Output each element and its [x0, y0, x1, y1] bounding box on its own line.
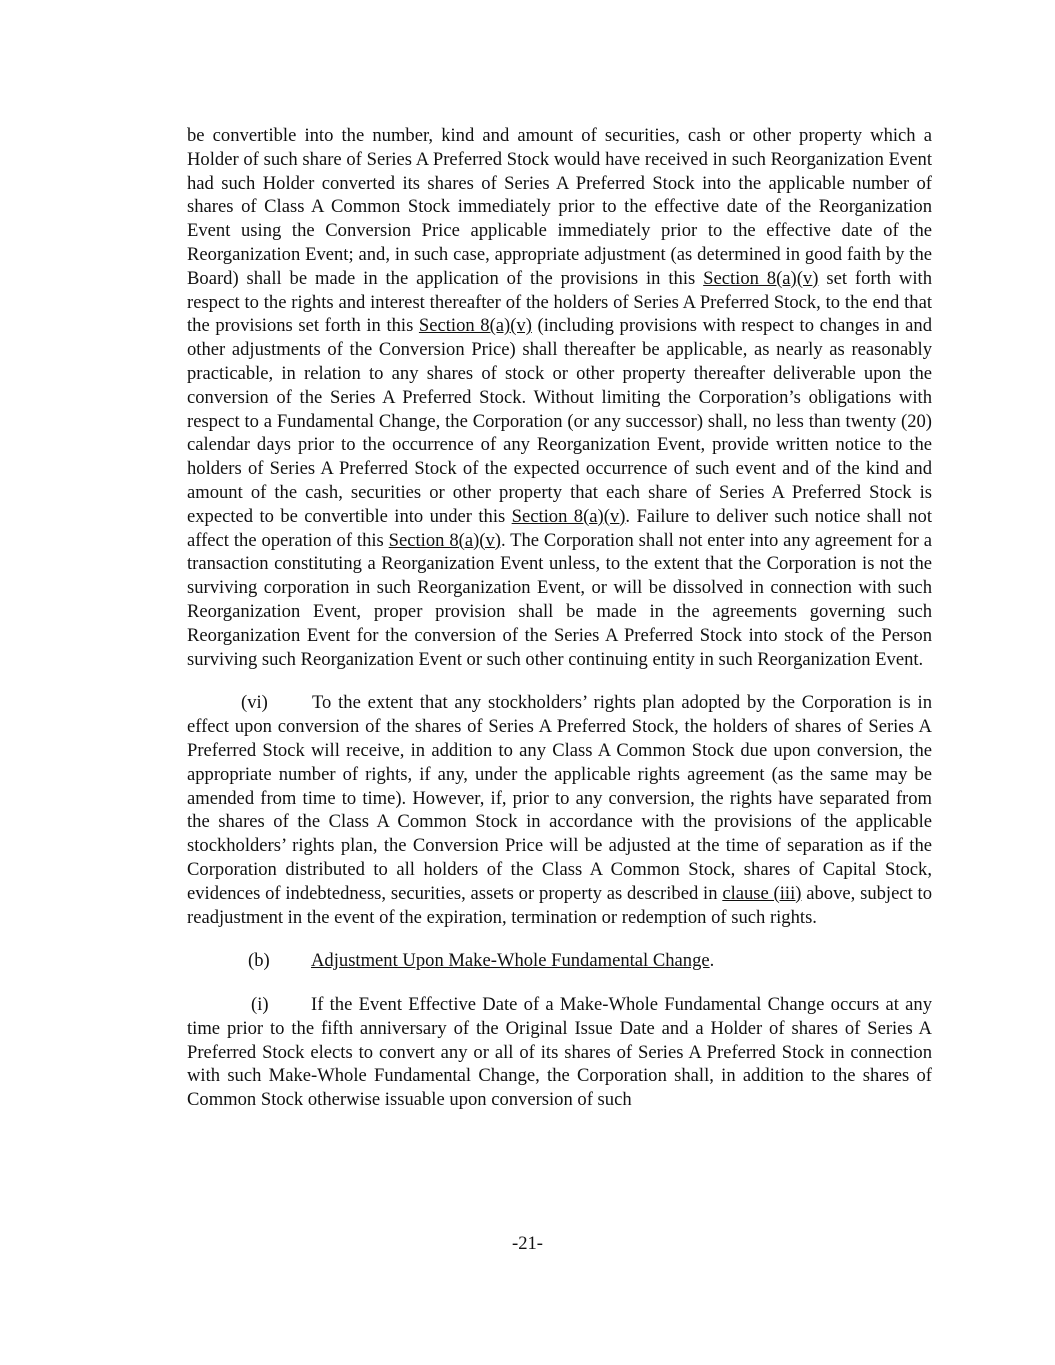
- paragraph-continuation: [187, 124, 932, 671]
- text-segment: . The Corporation shall not enter into any agreement for a transaction constituting a Reorganization Event unless, to the extent that the Corporation is not the surviving corporation in such Reorganization Event, or will be dissolved in connection with such Reorganization Event, proper provision shall be made in the agreements governing such Reorganization Event for the conversion of the Series A Preferred Stock into stock of the Person surviving such Reorganization Event or such other continuing entity in such Reorganization Event.: [187, 529, 932, 670]
- clause-reference: clause (iii): [722, 882, 802, 904]
- text-segment: If the Event Effective Date of a Make-Whole Fundamental Change occurs at any time prior to the fifth anniversary of the Original Issue Date and a Holder of shares of Series A Preferred Stock elects to convert any or all of its shares of Series A Preferred Stock in connection with such Make-Whole Fundamental Change, the Corporation shall, in addition to the shares of Common Stock otherwise issuable upon conversion of such: [187, 994, 932, 1111]
- text-segment: (including provisions with respect to changes in and other adjustments of the Conversion Price) shall thereafter be applicable, as nearly as reasonably practicable, in relation to any shares of stock or other property thereafter deliverable upon the conversion of the Series A Preferred Stock. Without limiting the Corporation’s obligations with respect to a Fundamental Change, the Corporation (or any successor) shall, no less than twenty (20) calendar days prior to the occurrence of any Reorganization Event, provide written notice to the holders of Series A Preferred Stock of the expected occurrence of such event and of the kind and amount of the cash, securities or other property that each share of Series A Preferred Stock is expected to be convertible into under this: [187, 315, 932, 527]
- section-reference: Section 8(a)(v): [703, 267, 819, 289]
- section-number: (b): [248, 950, 270, 972]
- section-heading-b: [187, 949, 932, 973]
- text-segment: above, subject to readjustment in the event of the expiration, termination or redemption of such rights.: [187, 882, 932, 928]
- text-segment: be convertible into the number, kind and amount of securities, cash or other property which a Holder of such share of Series A Preferred Stock would have received in such Reorganization Event had such Holder converted its shares of Series A Preferred Stock into the applicable number of shares of Class A Common Stock immediately prior to the effective date of the Reorganization Event using the Conversion Price applicable immediately prior to the effective date of the Reorganization Event; and, in such case, appropriate adjustment (as determined in good faith by the Board) shall be made in the application of the provisions in this: [187, 125, 932, 289]
- text-segment: .: [709, 950, 715, 972]
- text-segment: set forth with respect to the rights and interest thereafter of the holders of Series A Preferred Stock, to the end that the provisions set forth in this: [187, 267, 932, 337]
- document-body: [187, 124, 932, 1112]
- text-segment: To the extent that any stockholders’ rights plan adopted by the Corporation is in effect upon conversion of the shares of Series A Preferred Stock, the holders of shares of Series A Preferred Stock will receive, in addition to any Class A Common Stock due upon conversion, the appropriate number of rights, if any, under the applicable rights agreement (as the same may be amended from time to time). However, if, prior to any conversion, the rights have separated from the shares of the Class A Common Stock in accordance with the provisions of the applicable stockholders’ rights plan, the Conversion Price will be adjusted at the time of separation as if the Corporation distributed to all holders of the Class A Common Stock, shares of Capital Stock, evidences of indebtedness, securities, assets or property as described in: [187, 692, 932, 904]
- section-reference: Section 8(a)(v): [418, 315, 532, 337]
- section-reference: Section 8(a)(v): [388, 529, 501, 551]
- section-heading-title: Adjustment Upon Make-Whole Fundamental Change: [311, 950, 710, 972]
- page-number: -21-: [512, 1233, 543, 1254]
- clause-number: (vi): [241, 692, 268, 714]
- section-reference: Section 8(a)(v): [511, 505, 626, 527]
- paragraph-clause-i: [187, 993, 932, 1112]
- text-segment: . Failure to deliver such notice shall not affect the operation of this: [187, 505, 932, 551]
- paragraph-clause-vi: [187, 691, 932, 929]
- clause-number: (i): [251, 994, 269, 1016]
